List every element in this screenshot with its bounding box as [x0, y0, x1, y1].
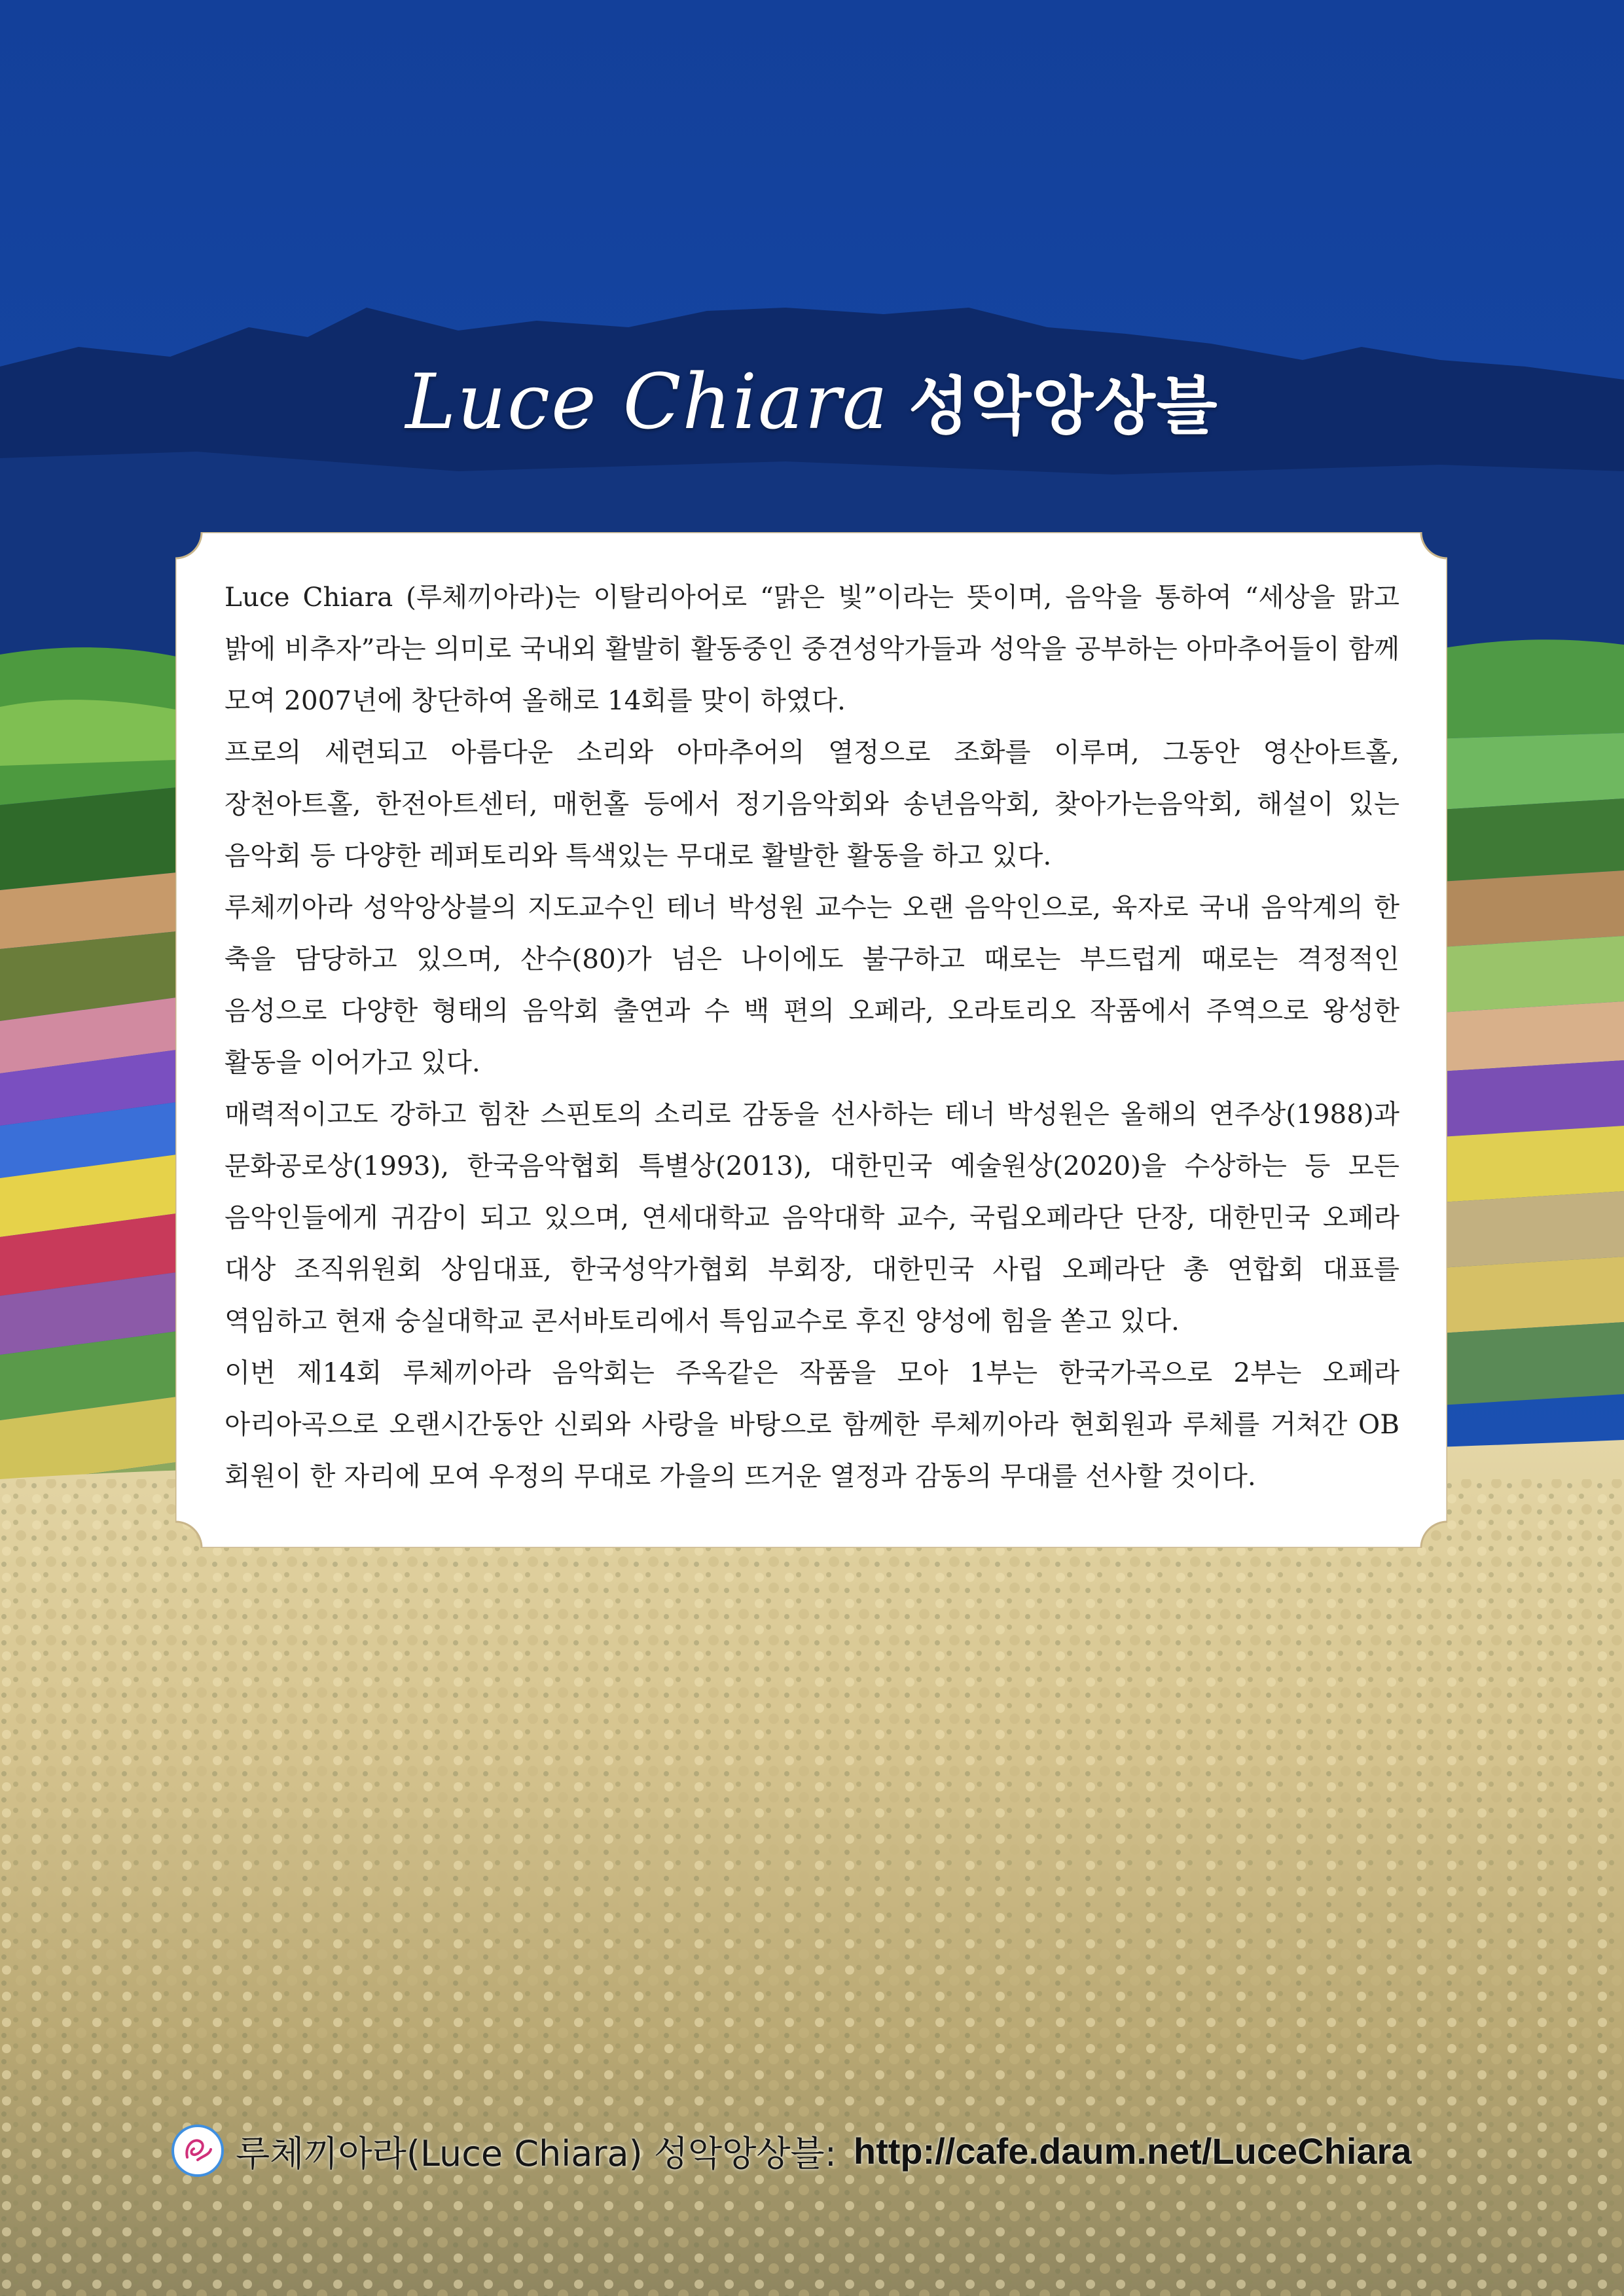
footer-label: 루체끼아라(Luce Chiara) 성악앙상블: [236, 2132, 837, 2174]
cafe-link[interactable]: http://cafe.daum.net/LuceChiara [853, 2130, 1412, 2172]
page-title [0, 357, 1624, 461]
title-english: Luce Chiara [405, 358, 889, 446]
paragraph-5: 이번 제14회 루체끼아라 음악회는 주옥같은 작품을 모아 1부는 한국가곡으로 2부는 오페라 아리아곡으로 오랜시간동안 신뢰와 사랑을 바탕으로 함께한 루체끼아라 현회원과 루체를 거쳐간 OB 회원이 한 자리에 모여 우정의 무대로 가을의 뜨거운 열정과 감동의 무대를 선사할 것이다. [225, 1357, 1399, 1492]
intro-text [225, 571, 1399, 1502]
ensemble-logo-icon [171, 2125, 224, 2177]
footer [171, 2121, 1481, 2181]
paragraph-4: 매력적이고도 강하고 힘찬 스핀토의 소리로 감동을 선사하는 테너 박성원은 올해의 연주상(1988)과 문화공로상(1993), 한국음악협회 특별상(2013), 대한민국 예술원상(2020)을 수상하는 등 모든 음악인들에게 귀감이 되고 있으며, 연세대학교 음악대학 교수, 국립오페라단 단장, 대한민국 오페라 대상 조직위원회 상임대표, 한국성악가협회 부회장, 대한민국 사립 오페라단 총 연합회 대표를 역임하고 현재 숭실대학교 콘서바토리에서 특임교수로 후진 양성에 힘을 쏟고 있다. [225, 1098, 1399, 1336]
paragraph-2: 프로의 세련되고 아름다운 소리와 아마추어의 열정으로 조화를 이루며, 그동안 영산아트홀, 장천아트홀, 한전아트센터, 매헌홀 등에서 정기음악회와 송년음악회, 찾아가는음악회, 해설이 있는 음악회 등 다양한 레퍼토리와 특색있는 무대로 활발한 활동을 하고 있다. [225, 736, 1399, 871]
paragraph-1: Luce Chiara (루체끼아라)는 이탈리아어로 “맑은 빛”이라는 뜻이며, 음악을 통하여 “세상을 맑고 밝에 비추자”라는 의미로 국내외 활발히 활동중인 중견성악가들과 성악을 공부하는 아마추어들이 함께 모여 2007년에 창단하여 올해로 14회를 맞이 하였다. [225, 581, 1399, 716]
paragraph-3: 루체끼아라 성악앙상블의 지도교수인 테너 박성원 교수는 오랜 음악인으로, 육자로 국내 음악계의 한 축을 담당하고 있으며, 산수(80)가 넘은 나이에도 불구하고 때로는 부드럽게 때로는 격정적인 음성으로 다양한 형태의 음악회 출연과 수 백 편의 오페라, 오라토리오 작품에서 주역으로 왕성한 활동을 이어가고 있다. [225, 891, 1399, 1078]
title-korean: 성악앙상블 [908, 370, 1219, 443]
intro-panel [175, 532, 1447, 1548]
